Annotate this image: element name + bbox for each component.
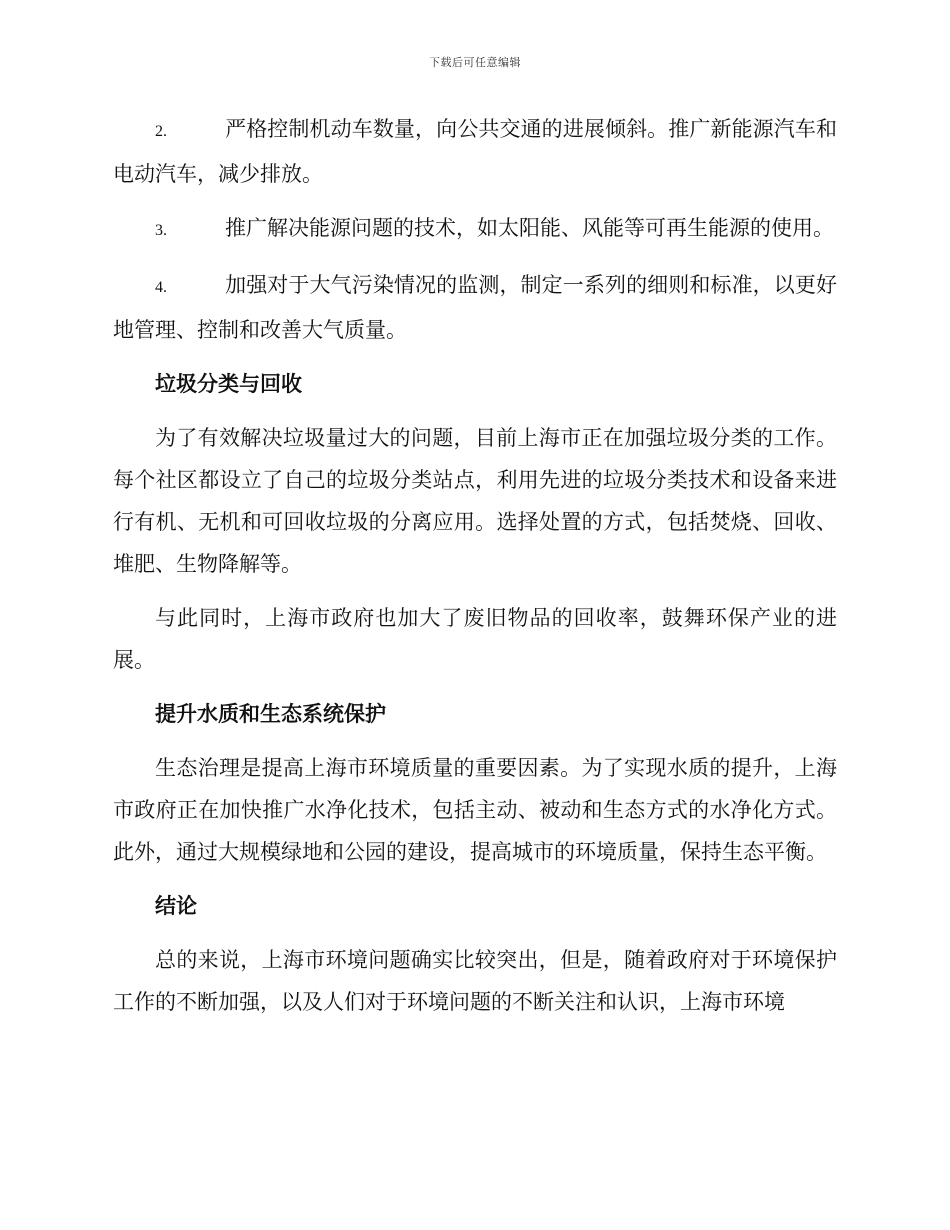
paragraph: 总的来说，上海市环境问题确实比较突出，但是，随着政府对于环境保护工作的不断加强，以及人们对于环境问题的不断关注和认识，上海市环境: [113, 948, 837, 1014]
list-item-text: 加强对于大气污染情况的监测，制定一系列的细则和标准，以更好地管理、控制和改善大气质量。: [113, 273, 837, 342]
section-heading-waste-sorting: 垃圾分类与回收: [155, 372, 302, 396]
list-item-text: 严格控制机动车数量，向公共交通的进展倾斜。推广新能源汽车和电动汽车，减少排放。: [113, 117, 837, 186]
list-item-2: [113, 108, 837, 195]
paragraph: 与此同时，上海市政府也加大了废旧物品的回收率，鼓舞环保产业的进展。: [113, 606, 837, 672]
list-number: 4.: [155, 279, 167, 296]
list-number: 2.: [155, 123, 167, 140]
paragraph: 生态治理是提高上海市环境质量的重要因素。为了实现水质的提升，上海市政府正在加快推广水净化技术，包括主动、被动和生态方式的水净化方式。此外，通过大规模绿地和公园的建设，提高城市的环境质量，保持生态平衡。: [113, 756, 837, 864]
list-number: 3.: [155, 222, 167, 239]
paragraph: 为了有效解决垃圾量过大的问题，目前上海市正在加强垃圾分类的工作。每个社区都设立了自己的垃圾分类站点，利用先进的垃圾分类技术和设备来进行有机、无机和可回收垃圾的分离应用。选择处置的方式，包括焚烧、回收、堆肥、生物降解等。: [113, 426, 837, 576]
page-header: 下载后可任意编辑: [429, 56, 521, 69]
section-heading-conclusion: 结论: [155, 894, 197, 918]
list-item-4: [113, 264, 837, 351]
list-item-text: 推广解决能源问题的技术，如太阳能、风能等可再生能源的使用。: [225, 216, 834, 240]
list-item-3: [113, 207, 837, 252]
document-body: [113, 108, 837, 1035]
section-heading-water-quality: 提升水质和生态系统保护: [155, 702, 386, 726]
